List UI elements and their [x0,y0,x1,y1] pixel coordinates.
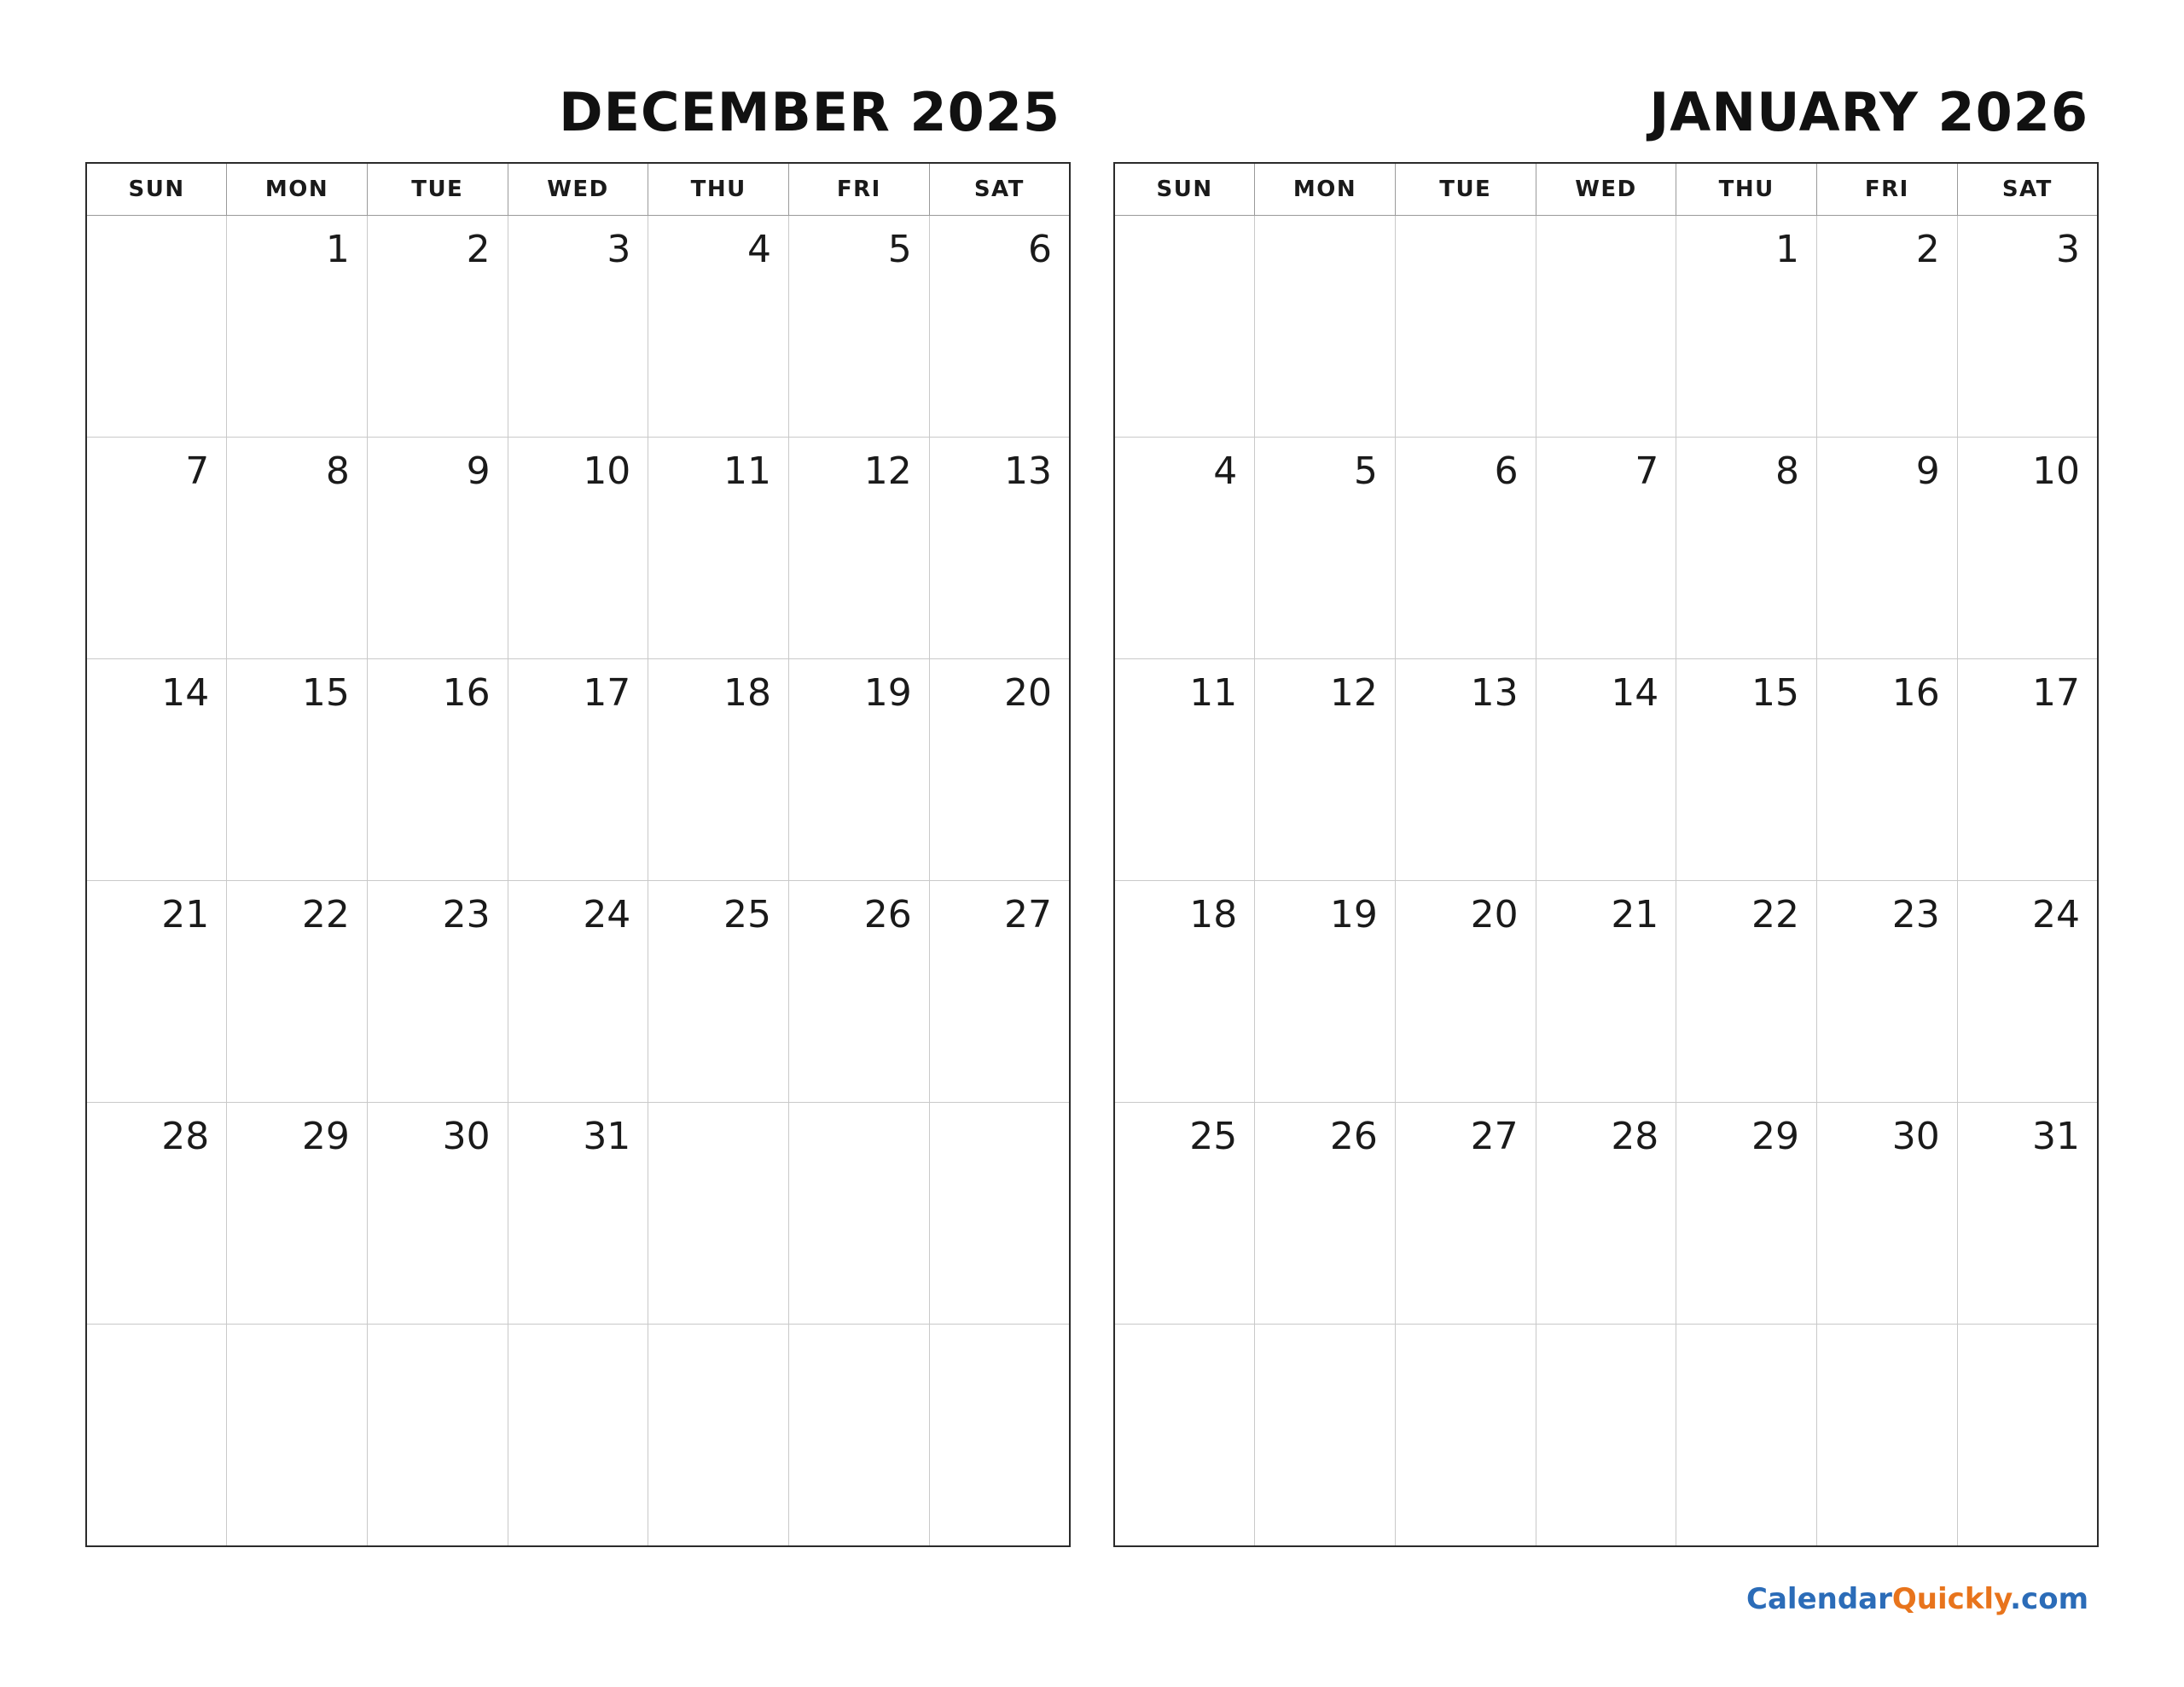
day-cell[interactable]: 13 [1395,659,1536,881]
day-cell[interactable]: 9 [367,438,508,659]
day-cell-empty [1255,216,1396,438]
weekday-header-row [86,163,1070,216]
day-cell[interactable]: 2 [1817,216,1958,438]
day-cell-empty [508,1325,648,1547]
day-cell[interactable]: 14 [86,659,227,881]
calendar-week-row [86,1325,1070,1547]
day-cell[interactable]: 3 [1957,216,2098,438]
calendar-week-row [1114,1325,2098,1547]
calendar-january [1113,81,2099,1547]
calendar-week-row [1114,1103,2098,1325]
day-cell[interactable]: 19 [789,659,930,881]
day-cell[interactable]: 10 [508,438,648,659]
day-cell-empty [648,1103,789,1325]
day-cell[interactable]: 18 [1114,881,1255,1103]
day-cell[interactable]: 24 [508,881,648,1103]
day-cell-empty [929,1325,1070,1547]
day-cell[interactable]: 30 [1817,1103,1958,1325]
day-cell[interactable]: 21 [1536,881,1676,1103]
calendar-week-row [1114,881,2098,1103]
day-cell-empty [227,1325,368,1547]
day-cell-highlighted[interactable]: 1 [1676,216,1817,438]
day-cell-empty [648,1325,789,1547]
brand-text-quickly: Quickly [1891,1582,2011,1616]
day-cell-highlighted[interactable]: 19 [1255,881,1396,1103]
weekday-header-wed: WED [508,163,648,216]
site-branding[interactable] [0,1582,2184,1616]
day-cell[interactable]: 14 [1536,659,1676,881]
day-cell[interactable]: 4 [648,216,789,438]
day-cell[interactable]: 13 [929,438,1070,659]
day-cell[interactable]: 6 [929,216,1070,438]
day-cell[interactable]: 25 [1114,1103,1255,1325]
weekday-header-thu: THU [648,163,789,216]
day-cell-empty [1255,1325,1396,1547]
calendar-december [85,81,1071,1547]
day-cell[interactable]: 6 [1395,438,1536,659]
weekday-header-fri: FRI [1817,163,1958,216]
calendar-pair [85,81,2099,1547]
day-cell[interactable]: 4 [1114,438,1255,659]
day-cell[interactable]: 10 [1957,438,2098,659]
day-cell[interactable]: 23 [367,881,508,1103]
day-cell[interactable]: 12 [1255,659,1396,881]
day-cell[interactable]: 23 [1817,881,1958,1103]
day-cell-empty [1395,216,1536,438]
day-cell[interactable]: 2 [367,216,508,438]
calendar-title-january: JANUARY 2026 [1649,81,2088,143]
day-cell-empty [789,1103,930,1325]
day-cell[interactable]: 15 [227,659,368,881]
day-cell[interactable]: 12 [789,438,930,659]
calendar-week-row [86,881,1070,1103]
day-cell[interactable]: 28 [1536,1103,1676,1325]
day-cell[interactable]: 16 [367,659,508,881]
day-cell[interactable]: 16 [1817,659,1958,881]
day-cell[interactable]: 21 [86,881,227,1103]
day-cell[interactable]: 27 [929,881,1070,1103]
day-cell[interactable]: 27 [1395,1103,1536,1325]
day-cell[interactable]: 29 [1676,1103,1817,1325]
day-cell[interactable]: 30 [367,1103,508,1325]
day-cell[interactable]: 15 [1676,659,1817,881]
day-cell-empty [1817,1325,1958,1547]
day-cell[interactable]: 9 [1817,438,1958,659]
weekday-header-mon: MON [1255,163,1396,216]
weekday-header-sun: SUN [86,163,227,216]
day-cell-empty [86,1325,227,1547]
day-cell[interactable]: 11 [648,438,789,659]
day-cell[interactable]: 8 [1676,438,1817,659]
day-cell[interactable]: 8 [227,438,368,659]
weekday-header-row [1114,163,2098,216]
calendar-grid-december [85,162,1071,1547]
day-cell[interactable] [86,216,227,438]
day-cell[interactable]: 17 [1957,659,2098,881]
day-cell[interactable]: 1 [227,216,368,438]
calendar-week-row [86,438,1070,659]
brand-text-tld: .com [2010,1582,2088,1616]
day-cell[interactable]: 5 [1255,438,1396,659]
day-cell[interactable]: 11 [1114,659,1255,881]
weekday-header-thu: THU [1676,163,1817,216]
calendar-week-row [86,216,1070,438]
day-cell[interactable]: 31 [508,1103,648,1325]
calendar-title-december: DECEMBER 2025 [559,81,1060,143]
day-cell[interactable]: 22 [227,881,368,1103]
day-cell[interactable]: 7 [86,438,227,659]
day-cell[interactable]: 29 [227,1103,368,1325]
brand-text-calendar: Calendar [1746,1582,1892,1616]
calendar-grid-january [1113,162,2099,1547]
day-cell[interactable]: 26 [1255,1103,1396,1325]
day-cell-empty [1114,216,1255,438]
weekday-header-sat: SAT [929,163,1070,216]
weekday-header-tue: TUE [1395,163,1536,216]
calendar-week-row [1114,438,2098,659]
day-cell-empty [1395,1325,1536,1547]
weekday-header-fri: FRI [789,163,930,216]
day-cell-empty [1676,1325,1817,1547]
weekday-header-tue: TUE [367,163,508,216]
day-cell[interactable]: 26 [789,881,930,1103]
weekday-header-mon: MON [227,163,368,216]
day-cell-highlighted[interactable]: 25 [648,881,789,1103]
day-cell[interactable]: 17 [508,659,648,881]
day-cell-empty [1114,1325,1255,1547]
day-cell[interactable]: 28 [86,1103,227,1325]
day-cell[interactable]: 22 [1676,881,1817,1103]
calendar-week-row [1114,659,2098,881]
day-cell[interactable]: 31 [1957,1103,2098,1325]
calendar-week-row [1114,216,2098,438]
day-cell-empty [1536,216,1676,438]
day-cell[interactable]: 20 [1395,881,1536,1103]
day-cell-empty [367,1325,508,1547]
weekday-header-sat: SAT [1957,163,2098,216]
day-cell-empty [929,1103,1070,1325]
day-cell-empty [1957,1325,2098,1547]
day-cell-empty [1536,1325,1676,1547]
weekday-header-wed: WED [1536,163,1676,216]
day-cell[interactable]: 18 [648,659,789,881]
day-cell[interactable]: 7 [1536,438,1676,659]
day-cell[interactable]: 3 [508,216,648,438]
day-cell[interactable]: 20 [929,659,1070,881]
calendar-week-row [86,659,1070,881]
calendar-week-row [86,1103,1070,1325]
day-cell[interactable]: 5 [789,216,930,438]
day-cell[interactable]: 24 [1957,881,2098,1103]
day-cell-empty [789,1325,930,1547]
weekday-header-sun: SUN [1114,163,1255,216]
